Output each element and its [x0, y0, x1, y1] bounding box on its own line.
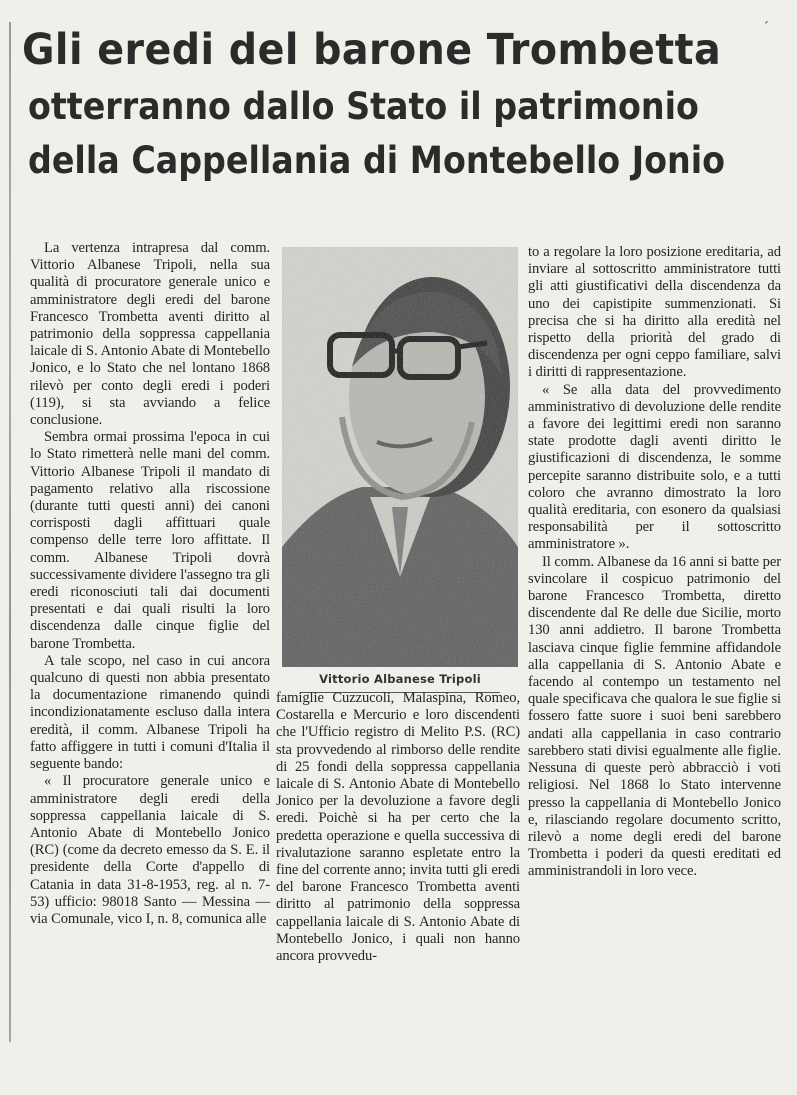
- paragraph: Sembra ormai prossima l'epoca in cui lo Stato rimetterà nelle mani del comm. Vittorio Albanese Tripoli il mandato di pagamento relativo alla riscossione (durante tutti questi anni) dei canoni corrisposti dagli affittuari quale compenso delle terre loro affittate. Il comm. Albanese Tripoli dovrà successivamente dividere l'assegno tra gli eredi riconosciuti tali dai documenti presentati e dai quali risulti la loro discendenza dalle cinque figlie del barone Trombetta.: [30, 429, 270, 652]
- corner-mark: ´: [764, 20, 769, 35]
- article-column-1: [30, 240, 270, 928]
- paragraph: famiglie Cuzzucoli, Malaspina, Romeo, Costarella e Mercurio e loro discendenti che l'Ufficio registro di Melito P.S. (RC) sta provvedendo al rimborso delle rendite di 25 fondi della soppressa cappellania laicale di S. Antonio Abate di Montebello Jonico per la devoluzione a favore degli eredi. Poichè si ha per certo che la predetta operazione e quella successiva di rivalutazione saranno espletate entro la fine del corrente anno; invita tutti gli eredi del barone Francesco Trombetta aventi diritto al patrimonio della soppressa cappellania laicale di S. Antonio Abate di Montebello Jonico, i quali non hanno ancora provvedu-: [276, 690, 520, 965]
- paragraph: « Se alla data del provvedimento amministrativo di devoluzione delle rendite a favore dei legittimi eredi non saranno state prodotte dagli aventi diritto le giustificazioni di discendenza, le somme percepite saranno distribuite solo, e a tutti coloro che avranno dimostrato la loro qualità ereditaria, con esonero da qualsiasi responsabilità per il sottoscritto amministratore ».: [528, 381, 781, 553]
- column-edge-line: [9, 22, 11, 1042]
- headline-line-3: della Cappellania di Montebello Jonio: [28, 139, 726, 182]
- article-column-3: [528, 244, 781, 881]
- paragraph: A tale scopo, nel caso in cui ancora qualcuno di questi non abbia presentato la documentazione rimanendo quindi incondizionatamente escluso dalla intera eredità, il comm. Albanese Tripoli ha fatto affiggere in tutti i comuni d'Italia il seguente bando:: [30, 652, 270, 773]
- photo-caption: Vittorio Albanese Tripoli: [319, 672, 481, 686]
- paragraph: « Il procuratore generale unico e amministratore degli eredi della soppressa cappellania laicale di S. Antonio Abate di Montebello Jonico (RC) (come da decreto emesso da S. E. il presidente della Corte d'appello di Catania in data 31-8-1953, reg. al n. 7-53) ufficio: 98018 Santo — Messina — via Comunale, vico I, n. 8, comunica alle: [30, 773, 270, 927]
- article-column-2: [276, 690, 520, 965]
- headline-line-2: otterranno dallo Stato il patrimonio: [28, 85, 699, 128]
- headline-line-1: Gli eredi del barone Trombetta: [22, 25, 722, 75]
- headline: [22, 20, 782, 188]
- portrait-photo: [282, 247, 518, 667]
- paragraph: to a regolare la loro posizione ereditaria, ad inviare al sottoscritto amministratore tutti gli atti giustificativi della discendenza da uno dei capistipite summenzionati. Si precisa che si ha diritto alla eredità nel rispetto della priorità del grado di discendenza per ogni ceppo familiare, salvi i diritti di rappresentazione.: [528, 244, 781, 381]
- paragraph: Il comm. Albanese da 16 anni si batte per svincolare il cospicuo patrimonio del barone Francesco Trombetta, diretto discendente dal Re delle due Sicilie, morto 130 anni addietro. Il barone Trombetta lasciava cinque figlie femmine affidandole alla cappellania di S. Antonio Abate e facendo al contempo un testamento nel quale specificava che qualora le sue figlie si fossero fatte suore i suoi beni sarebbero andati alla cappellania in caso contrario sarebbero stati divisi egualmente alle figlie. Nessuna di queste però abbracciò i voti religiosi. Nel 1868 lo Stato intervenne presso la cappellania di Montebello Jonico e, rilasciando regolare documento scritto, rilevò a nome degli eredi del barone Trombetta i poderi da questi ereditati ed amministrandoli in loro vece.: [528, 553, 781, 880]
- paragraph: La vertenza intrapresa dal comm. Vittorio Albanese Tripoli, nella sua qualità di procuratore generale unico e amministratore degli eredi del barone Francesco Trombetta aventi diritto al patrimonio della soppressa cappellania laicale di S. Antonio Abate di Montebello Jonico, e lo Stato che nel lontano 1868 rilevò per conto degli eredi i poderi (119), si sta avviando a felice conclusione.: [30, 240, 270, 429]
